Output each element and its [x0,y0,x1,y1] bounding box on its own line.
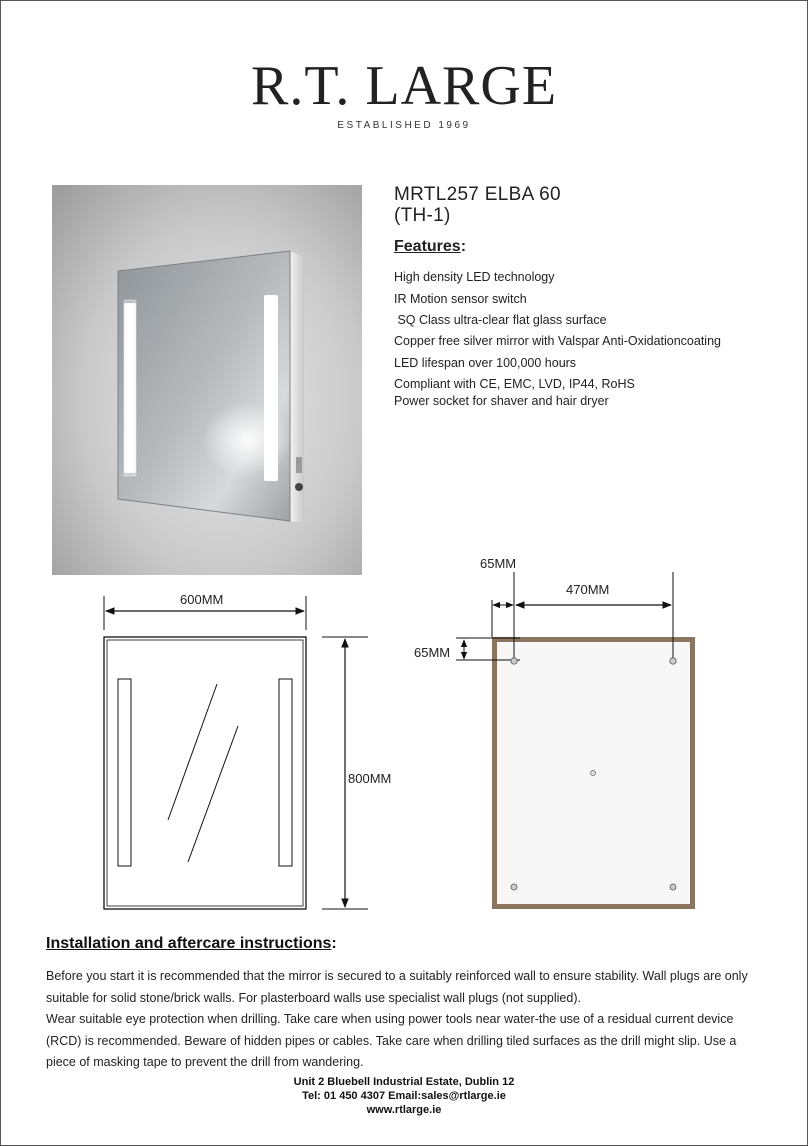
list-item: LED lifespan over 100,000 hours [394,356,577,370]
instructions-body [46,966,768,1074]
list-item: Power socket for shaver and hair dryer [394,394,609,408]
list-item: IR Motion sensor switch [394,292,527,306]
product-variant: (TH-1) [394,205,451,226]
instructions-heading: Installation and aftercare instructions: [46,935,337,952]
width-dimension-label: 600MM [180,592,224,607]
hole-offset-x-label: 65MM [480,556,517,571]
sensor-icon [591,771,596,776]
brand-tagline: ESTABLISHED 1969 [337,120,471,131]
instructions-paragraph: Before you start it is recommended that the mirror is secured to a suitably reinforced wall to ensure stability. Wall plugs are only suitable for solid stone/brick walls. For plasterboard walls use specialist wall plugs (not supplied). [46,969,748,1005]
mount-hole-icon [670,884,676,890]
list-item: Copper free silver mirror with Valspar Anti-Oxidationcoating [394,334,721,348]
mount-hole-icon [670,658,676,664]
mount-hole-icon [511,884,517,890]
list-item: High density LED technology [394,270,555,284]
hole-spacing-label: 470MM [566,582,610,597]
footer [0,1075,808,1117]
instructions-paragraph: Wear suitable eye protection when drilling. Take care when using power tools near water-the use of a residual current device (RCD) is recommended. Beware of hidden pipes or cables. Take care when drilling tiled surfaces as the drill might slip. Use a piece of masking tape to prevent the drill from wandering. [46,1012,737,1069]
footer-website: www.rtlarge.ie [366,1104,442,1116]
footer-address: Unit 2 Bluebell Industrial Estate, Dublin 12 [293,1076,515,1088]
hole-offset-y-label: 65MM [414,645,451,660]
product-code: MRTL257 ELBA 60 [394,184,561,205]
back-view-drawing [456,572,695,909]
mount-hole-icon [511,658,517,664]
list-item: Compliant with CE, EMC, LVD, IP44, RoHS [394,377,635,391]
footer-contact: Tel: 01 450 4307 Email:sales@rtlarge.ie [302,1090,506,1102]
front-view-drawing [104,596,368,909]
features-heading: Features: [394,238,467,255]
brand-logo: R.T. LARGE [250,55,558,117]
list-item: SQ Class ultra-clear flat glass surface [394,313,607,327]
height-dimension-label: 800MM [348,771,392,786]
